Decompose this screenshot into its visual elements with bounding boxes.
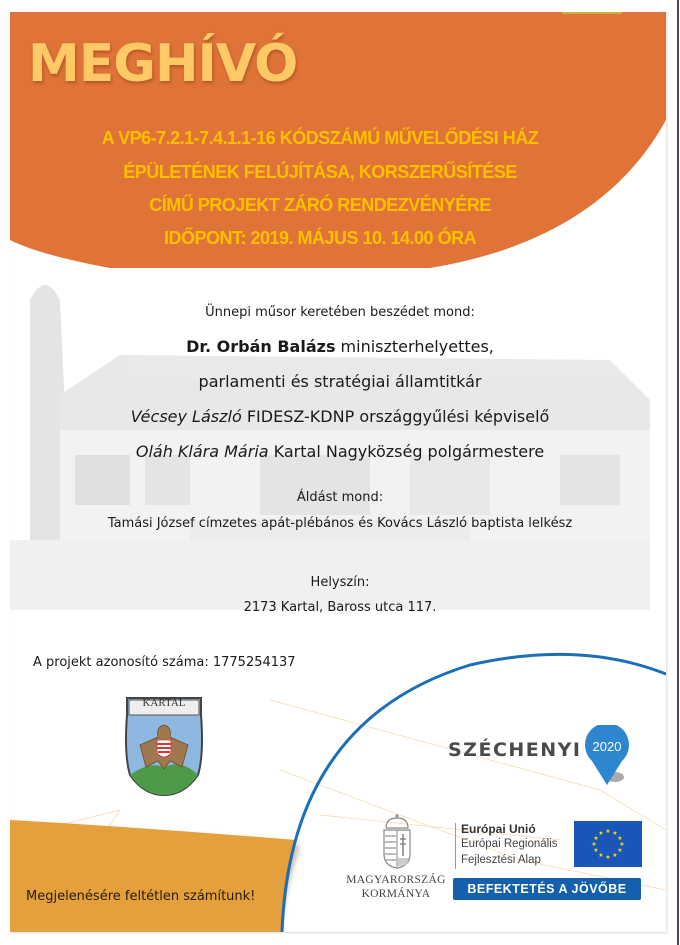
hungarian-coat-of-arms-icon bbox=[380, 812, 414, 870]
eu-fund-line-2: Fejlesztési Alap bbox=[461, 854, 541, 866]
subtitle-line-1: A VP6-7.2.1-7.4.1.1-16 KÓDSZÁMÚ MŰVELŐDÉSI HÁZ bbox=[101, 128, 539, 148]
page-title: MEGHÍVÓ bbox=[28, 34, 298, 94]
blessing-label: Áldást mond: bbox=[296, 490, 384, 505]
page-edge bbox=[677, 0, 679, 945]
svg-text:★: ★ bbox=[612, 830, 618, 837]
svg-text:★: ★ bbox=[598, 830, 604, 837]
blessing-text: Tamási József címzetes apát-plébános és Kovács László baptista lelkész bbox=[107, 516, 573, 531]
venue-address: 2173 Kartal, Baross utca 117. bbox=[243, 600, 437, 615]
speaker-3 bbox=[0, 442, 680, 461]
speaker-1-role: miniszterhelyettes, bbox=[335, 337, 494, 356]
svg-text:★: ★ bbox=[617, 847, 623, 854]
government-line-1: MAGYARORSZÁG bbox=[346, 874, 446, 886]
szechenyi-year: 2020 bbox=[592, 739, 622, 754]
svg-text:★: ★ bbox=[605, 828, 611, 835]
svg-text:★: ★ bbox=[593, 835, 599, 842]
slogan-banner: BEFEKTETÉS A JÖVŐBE bbox=[453, 878, 641, 900]
crest-label: KARTAL bbox=[142, 697, 186, 709]
venue-label: Helyszín: bbox=[310, 575, 370, 590]
government-line-2: KORMÁNYA bbox=[361, 888, 431, 900]
speaker-1-name: Dr. Orbán Balázs bbox=[186, 337, 336, 356]
speaker-2-role: FIDESZ-KDNP országgyűlési képviselő bbox=[241, 407, 550, 426]
svg-text:★: ★ bbox=[591, 841, 597, 848]
eu-title: Európai Unió bbox=[461, 822, 536, 836]
subtitle-line-2: ÉPÜLETÉNEK FELÚJÍTÁSA, KORSZERŰSÍTÉSE bbox=[123, 162, 517, 182]
eu-flag-icon bbox=[574, 821, 642, 867]
speaker-2 bbox=[0, 407, 680, 426]
subtitle-line-3: CÍMŰ PROJEKT ZÁRÓ RENDEZVÉNYÉRE bbox=[149, 195, 491, 215]
svg-text:★: ★ bbox=[619, 841, 625, 848]
closing-text: Megjelenésére feltétlen számítunk! bbox=[26, 889, 256, 904]
event-date: IDŐPONT: 2019. MÁJUS 10. 14.00 ÓRA bbox=[163, 228, 477, 248]
location-pin-icon bbox=[584, 725, 630, 787]
szechenyi-logo-text: SZÉCHENYI bbox=[448, 739, 582, 761]
svg-text:★: ★ bbox=[593, 847, 599, 854]
kartal-crest-icon bbox=[124, 695, 204, 798]
speaker-1 bbox=[0, 337, 680, 356]
program-intro: Ünnepi műsor keretében beszédet mond: bbox=[205, 305, 475, 320]
speaker-3-role: Kartal Nagyközség polgármestere bbox=[268, 442, 545, 461]
speaker-1-role-line-2: parlamenti és stratégiai államtitkár bbox=[198, 372, 482, 391]
eu-fund-line-1: Európai Regionális bbox=[461, 838, 558, 850]
speaker-3-name: Oláh Klára Mária bbox=[135, 442, 269, 461]
speaker-2-name: Vécsey László bbox=[130, 407, 242, 426]
eu-divider bbox=[455, 823, 456, 869]
svg-text:★: ★ bbox=[598, 852, 604, 859]
svg-text:★: ★ bbox=[612, 852, 618, 859]
project-id: A projekt azonosító száma: 1775254137 bbox=[33, 655, 296, 670]
svg-text:★: ★ bbox=[617, 835, 623, 842]
footer-orange-shape bbox=[10, 820, 296, 932]
svg-text:★: ★ bbox=[605, 854, 611, 861]
